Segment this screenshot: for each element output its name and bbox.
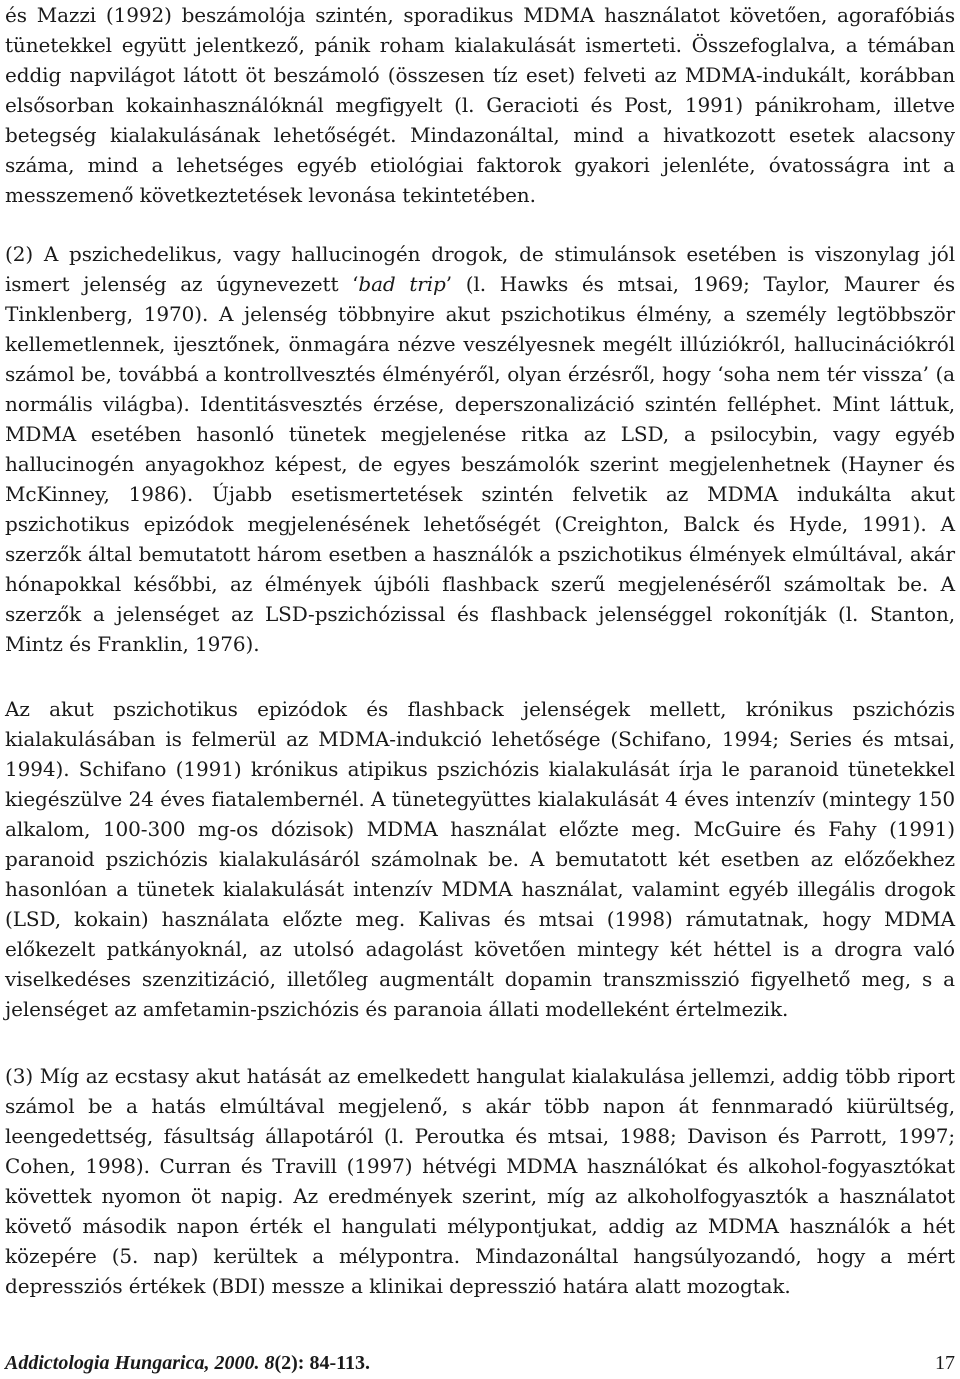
- paragraph-bad-trip-intro: (2) A pszichedelikus, vagy hallucinogén drogok, de stimulánsok esetében is viszonylag jól ismert jelenség az úgynevezett ‘: [5, 242, 955, 296]
- page-number: 17: [935, 1352, 955, 1374]
- page-footer: [5, 1349, 955, 1377]
- paragraph-bad-trip: [5, 239, 955, 659]
- paragraph-chronic-psychosis: Az akut pszichotikus epizódok és flashback jelenségek mellett, krónikus pszichózis kialakulásában is felmerül az MDMA-indukció lehetősége (Schifano, 1994; Series és mtsai, 1994). Schifano (1991) krónikus atipikus pszichózis kialakulását írja le paranoid tünetekkel kiegészülve 24 éves fiatalembernél. A tünetegyüttes kialakulását 4 éves intenzív (mintegy 150 alkalom, 100-300 mg-os dózisok) MDMA használat előzte meg. McGuire és Fahy (1991) paranoid pszichózis kialakulásáról számolnak be. A bemutatott két esetben az előzőekhez hasonlóan a tünetek kialakulását intenzív MDMA használat, valamint egyéb illegális drogok (LSD, kokain) használata előzte meg. Kalivas és mtsai (1998) rámutatnak, hogy MDMA előkezelt patkányoknál, az utolsó adagolást követően mintegy két héttel is a drogra való viselkedéses szenzitizáció, illetőleg augmentált dopamin transzmisszió figyelhető meg, s a jelenséget az amfetamin-pszichózis és paranoia állati modelleként értelmezik.: [5, 697, 955, 1021]
- journal-volume: 8: [264, 1352, 275, 1374]
- paragraph-spacer: [5, 659, 955, 694]
- paragraph-bad-trip-body: ’ (l. Hawks és mtsai, 1969; Taylor, Maurer és Tinklenberg, 1970). A jelenség többnyire akut pszichotikus élmény, a személy legtöbbször kellemetlennek, ijesztőnek, önmagára nézve veszélyesnek megélt illúziókról, hallucinációkról számol be, továbbá a kontrollvesztés élményéről, olyan érzésről, hogy ‘soha nem tér vissza’ (a normális világba). Identitásvesztés érzése, deperszonalizáció szintén felléphet. Mint láttuk, MDMA esetében hasonló tünetek megjelenése ritka az LSD, a psilocybin, vagy egyéb hallucinogén anyagokhoz képest, de egyes beszámolók szerint megjelenhetnek (Hayner és McKinney, 1986). Újabb esetismertetések szintén felvetik az MDMA indukálta akut pszichotikus epizódok megjelenésének lehetőségét (Creighton, Balck és Hyde, 1991). A szerzők által bemutatott három esetben a használók a pszichotikus élmények elmúltával, akár hónapokkal későbbi, az élmények újbóli flashback szerű megjelenéséről számoltak be. A szerzők a jelenséget az LSD-pszichózissal és flashback jelenséggel rokonítják (l. Stanton, Mintz és Franklin, 1976).: [5, 272, 955, 656]
- journal-citation: [5, 1349, 370, 1377]
- journal-name: Addictologia Hungarica, 2000.: [5, 1352, 265, 1374]
- bad-trip-term: bad trip: [358, 272, 446, 296]
- paragraph-mazzi-panic: és Mazzi (1992) beszámolója szintén, sporadikus MDMA használatot követően, agorafóbiás tünetekkel együtt jelentkező, pánik roham kialakulását ismerteti. Összefoglalva, a témában eddig napvilágot látott öt beszámoló (összesen tíz eset) felveti az MDMA-indukált, korábban elsősorban kokainhasználóknál megfigyelt (l. Geracioti és Post, 1991) pánikroham, illetve betegség kialakulásának lehetőségét. Mindazonáltal, mind a hivatkozott esetek alacsony száma, mind a lehetséges egyéb etiológiai faktorok gyakori jelenléte, óvatosságra int a messzemenő következtetések levonása tekintetében.: [5, 3, 955, 207]
- journal-issue-pages: (2): 84-113.: [274, 1352, 371, 1374]
- paragraph-spacer: [5, 1024, 955, 1061]
- paragraph-depression: (3) Míg az ecstasy akut hatását az emelkedett hangulat kialakulása jellemzi, addig több riport számol be a hatás elmúltával megjelenő, s akár több napon át fennmaradó kiürültség, leengedettség, fásultság állapotáról (l. Peroutka és mtsai, 1988; Davison és Parrott, 1997; Cohen, 1998). Curran és Travill (1997) hétvégi MDMA használókat és alkohol-fogyasztókat követtek nyomon öt napig. Az eredmények szerint, míg az alkoholfogyasztók a használatot követő második napon érték el hangulati mélypontjukat, addig az MDMA használók a hét közepére (5. nap) kerültek a mélypontra. Mindazonáltal hangsúlyozandó, hogy a mért depressziós értékek (BDI) messze a klinikai depresszió határa alatt mozogtak.: [5, 1064, 955, 1298]
- document-page: [5, 0, 955, 1301]
- paragraph-spacer: [5, 210, 955, 239]
